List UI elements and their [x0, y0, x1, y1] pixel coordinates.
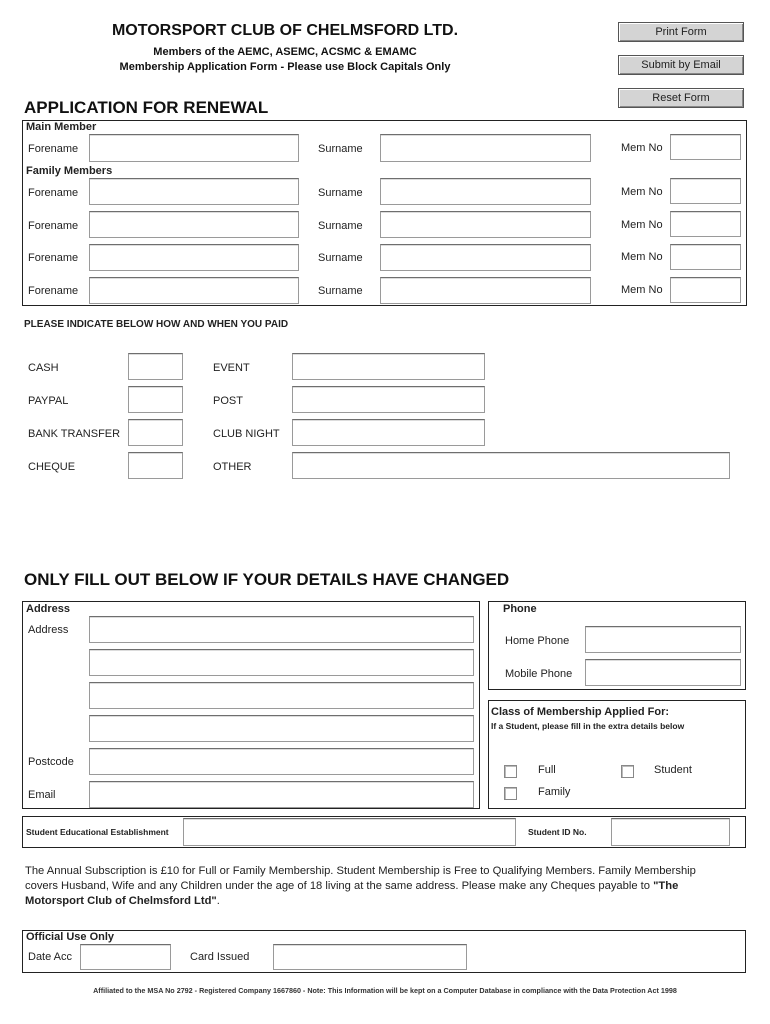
email-input[interactable]	[89, 781, 474, 808]
form-title: APPLICATION FOR RENEWAL	[24, 98, 269, 117]
family-forename-input[interactable]	[89, 211, 299, 238]
surname-label: Surname	[318, 220, 363, 232]
student-id-input[interactable]	[611, 818, 730, 846]
footer-text: Affiliated to the MSA No 2792 - Registered Company 1667860 - Note: This Information will be kept on a Computer Database in compliance with the Data Protection Act 1998	[93, 986, 677, 995]
address-line-3-input[interactable]	[89, 682, 474, 709]
student-checkbox[interactable]	[621, 765, 634, 778]
family-forename-input[interactable]	[89, 277, 299, 304]
email-label: Email	[28, 789, 56, 801]
surname-label: Surname	[318, 143, 363, 155]
main-mem-no-input[interactable]	[670, 134, 741, 160]
forename-label: Forename	[28, 187, 79, 199]
paypal-label: PAYPAL	[28, 395, 69, 407]
family-forename-input[interactable]	[89, 178, 299, 205]
cheque-label: CHEQUE	[28, 461, 76, 473]
family-forename-input[interactable]	[89, 244, 299, 271]
family-mem-no-input[interactable]	[670, 178, 741, 204]
subscription-line-3	[25, 894, 750, 909]
subscription-line-3-end: .	[216, 895, 220, 907]
family-surname-input[interactable]	[380, 211, 591, 238]
surname-label: Surname	[318, 252, 363, 264]
payment-heading: PLEASE INDICATE BELOW HOW AND WHEN YOU PAID	[24, 319, 289, 330]
mem-no-label: Mem No	[621, 142, 663, 154]
mem-no-label: Mem No	[621, 251, 663, 263]
address-label: Address	[28, 624, 69, 636]
print-form-button[interactable]: Print Form	[618, 22, 744, 42]
members-line: Members of the AEMC, ASEMC, ACSMC & EMAMC	[153, 46, 417, 58]
postcode-label: Postcode	[28, 756, 74, 768]
family-surname-input[interactable]	[380, 277, 591, 304]
mem-no-label: Mem No	[621, 219, 663, 231]
paypal-input[interactable]	[128, 386, 183, 413]
phone-title: Phone	[503, 603, 537, 615]
mobile-phone-input[interactable]	[585, 659, 741, 686]
student-label: Student	[654, 764, 692, 776]
mem-no-label: Mem No	[621, 284, 663, 296]
mobile-phone-label: Mobile Phone	[505, 668, 573, 680]
family-mem-no-input[interactable]	[670, 244, 741, 270]
club-night-label: CLUB NIGHT	[213, 428, 280, 440]
subscription-text	[25, 864, 750, 909]
family-mem-no-input[interactable]	[670, 211, 741, 237]
subscription-payee-start: "The	[653, 880, 679, 892]
bank-transfer-label: BANK TRANSFER	[28, 428, 121, 440]
forename-label: Forename	[28, 143, 79, 155]
subscription-line-1: The Annual Subscription is £10 for Full or Family Membership. Student Membership is Free to Qualifying Members. Family Membership	[25, 865, 696, 877]
main-surname-input[interactable]	[380, 134, 591, 162]
student-establishment-input[interactable]	[183, 818, 516, 846]
subscription-line-2-plain: covers Husband, Wife and any Children under the age of 18 living at the same address. Please make any Cheques payable to	[25, 880, 654, 892]
official-use-title: Official Use Only	[26, 931, 115, 943]
full-label: Full	[538, 764, 556, 776]
surname-label: Surname	[318, 187, 363, 199]
membership-class-title: Class of Membership Applied For:	[491, 706, 670, 718]
forename-label: Forename	[28, 220, 79, 232]
event-label: EVENT	[213, 362, 250, 374]
student-id-label: Student ID No.	[528, 827, 587, 837]
mem-no-label: Mem No	[621, 186, 663, 198]
bank-transfer-input[interactable]	[128, 419, 183, 446]
family-label: Family	[538, 786, 571, 798]
changes-heading: ONLY FILL OUT BELOW IF YOUR DETAILS HAVE CHANGED	[24, 570, 510, 589]
family-checkbox[interactable]	[504, 787, 517, 800]
subscription-line-2	[25, 879, 750, 894]
other-input[interactable]	[292, 452, 730, 479]
family-surname-input[interactable]	[380, 178, 591, 205]
reset-form-button[interactable]: Reset Form	[618, 88, 744, 108]
event-input[interactable]	[292, 353, 485, 380]
forename-label: Forename	[28, 252, 79, 264]
card-issued-label: Card Issued	[190, 951, 250, 963]
address-line-1-input[interactable]	[89, 616, 474, 643]
club-night-input[interactable]	[292, 419, 485, 446]
post-input[interactable]	[292, 386, 485, 413]
cash-label: CASH	[28, 362, 59, 374]
other-label: OTHER	[213, 461, 252, 473]
membership-class-note: If a Student, please fill in the extra details below	[491, 721, 685, 731]
family-members-label: Family Members	[26, 165, 113, 177]
family-mem-no-input[interactable]	[670, 277, 741, 303]
post-label: POST	[213, 395, 243, 407]
cash-input[interactable]	[128, 353, 183, 380]
date-acc-input[interactable]	[80, 944, 171, 970]
full-checkbox[interactable]	[504, 765, 517, 778]
subscription-payee-end: Motorsport Club of Chelmsford Ltd"	[25, 895, 217, 907]
date-acc-label: Date Acc	[28, 951, 73, 963]
home-phone-input[interactable]	[585, 626, 741, 653]
card-issued-input[interactable]	[273, 944, 467, 970]
home-phone-label: Home Phone	[505, 635, 570, 647]
club-name: MOTORSPORT CLUB OF CHELMSFORD LTD.	[111, 22, 459, 39]
cheque-input[interactable]	[128, 452, 183, 479]
address-title: Address	[26, 603, 71, 615]
postcode-input[interactable]	[89, 748, 474, 775]
form-subtitle: Membership Application Form - Please use Block Capitals Only	[119, 61, 451, 73]
family-surname-input[interactable]	[380, 244, 591, 271]
address-line-2-input[interactable]	[89, 649, 474, 676]
address-line-4-input[interactable]	[89, 715, 474, 742]
main-forename-input[interactable]	[89, 134, 299, 162]
forename-label: Forename	[28, 285, 79, 297]
main-member-label: Main Member	[26, 121, 97, 133]
student-establishment-label: Student Educational Establishment	[26, 827, 169, 837]
submit-by-email-button[interactable]: Submit by Email	[618, 55, 744, 75]
surname-label: Surname	[318, 285, 363, 297]
